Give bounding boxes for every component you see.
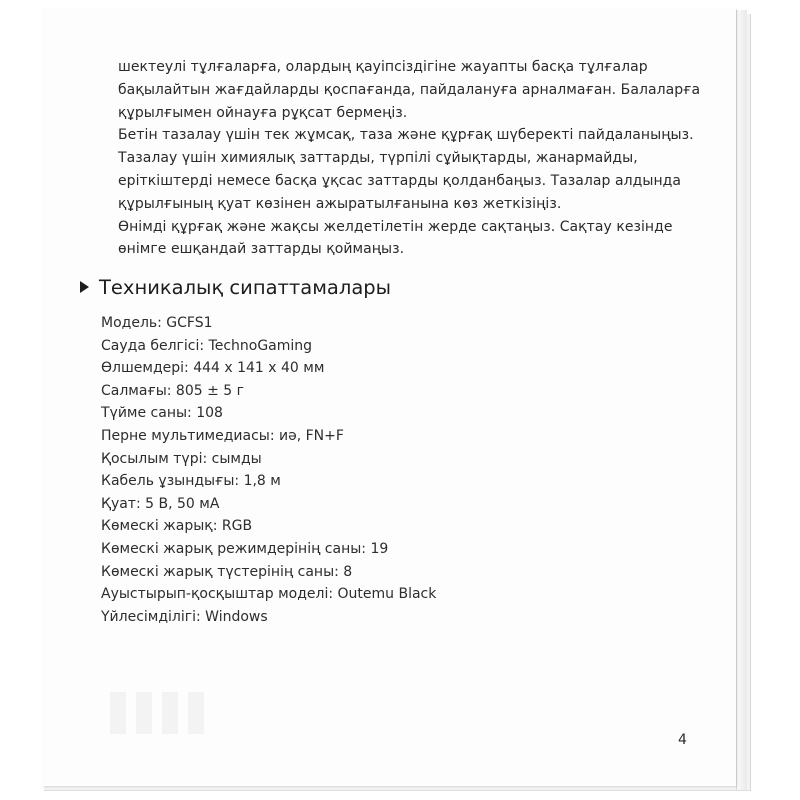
section-heading-text: Техникалық сипаттамалары: [99, 276, 392, 299]
spec-item: Көмескі жарық: RGB: [101, 518, 253, 535]
section-heading: [80, 276, 391, 299]
show-through-mark: [108, 688, 218, 738]
spec-item: Салмағы: 805 ± 5 г: [101, 382, 244, 399]
spec-item: Көмескі жарық режимдерінің саны: 19: [101, 540, 389, 557]
paragraph-line: еріткіштерді немесе басқа ұқсас заттарды қолданбаңыз. Тазалар алдында: [118, 172, 682, 189]
paragraph-line: Тазалау үшін химиялық заттарды, түрпілі сұйықтарды, жанармайды,: [118, 150, 638, 167]
paragraph-line: шектеулі тұлғаларға, олардың қауіпсіздігіне жауапты басқа тұлғалар: [118, 59, 648, 75]
spec-item: Қосылым түрі: сымды: [101, 450, 262, 467]
spec-item: Кабель ұзындығы: 1,8 м: [101, 473, 281, 490]
spec-item: Сауда белгісі: TechnoGaming: [101, 337, 313, 354]
spec-item: Өлшемдері: 444 х 141 х 40 мм: [101, 360, 325, 377]
page-number: 4: [678, 732, 687, 748]
booklet-page-edge: [736, 10, 747, 790]
paragraph-line: құрылғының қуат көзінен ажыратылғанына көз жеткізіңіз.: [118, 195, 562, 212]
spec-item: Қуат: 5 В, 50 мА: [101, 495, 220, 512]
spec-item: Түйме саны: 108: [101, 405, 223, 422]
paragraph-line: Бетін тазалау үшін тек жұмсақ, таза және құрғақ шүберекті пайдаланыңыз.: [118, 127, 694, 144]
spec-item: Көмескі жарық түстерінің саны: 8: [101, 563, 353, 580]
triangle-bullet-icon: [80, 281, 89, 293]
paragraph-line: өнімге ешқандай заттарды қоймаңыз.: [118, 241, 405, 258]
paragraph-line: бақылайтын жағдайларды қоспағанда, пайдалануға арналмаған. Балаларға: [118, 81, 701, 98]
paragraph-line: құрылғымен ойнауға рұқсат бермеңіз.: [118, 104, 408, 121]
paragraph-line: Өнімді құрғақ және жақсы желдетілетін жерде сақтаңыз. Сақтау кезінде: [118, 218, 673, 235]
manual-page: [42, 8, 736, 786]
spec-item: Модель: GCFS1: [101, 315, 213, 331]
spec-item: Перне мультимедиасы: иә, FN+F: [101, 427, 344, 444]
spec-item: Үйлесімділігі: Windows: [101, 608, 268, 625]
spec-item: Ауыстырып-қосқыштар моделі: Outemu Black: [101, 586, 437, 603]
spec-list: [101, 312, 436, 628]
safety-paragraph: [118, 56, 718, 261]
